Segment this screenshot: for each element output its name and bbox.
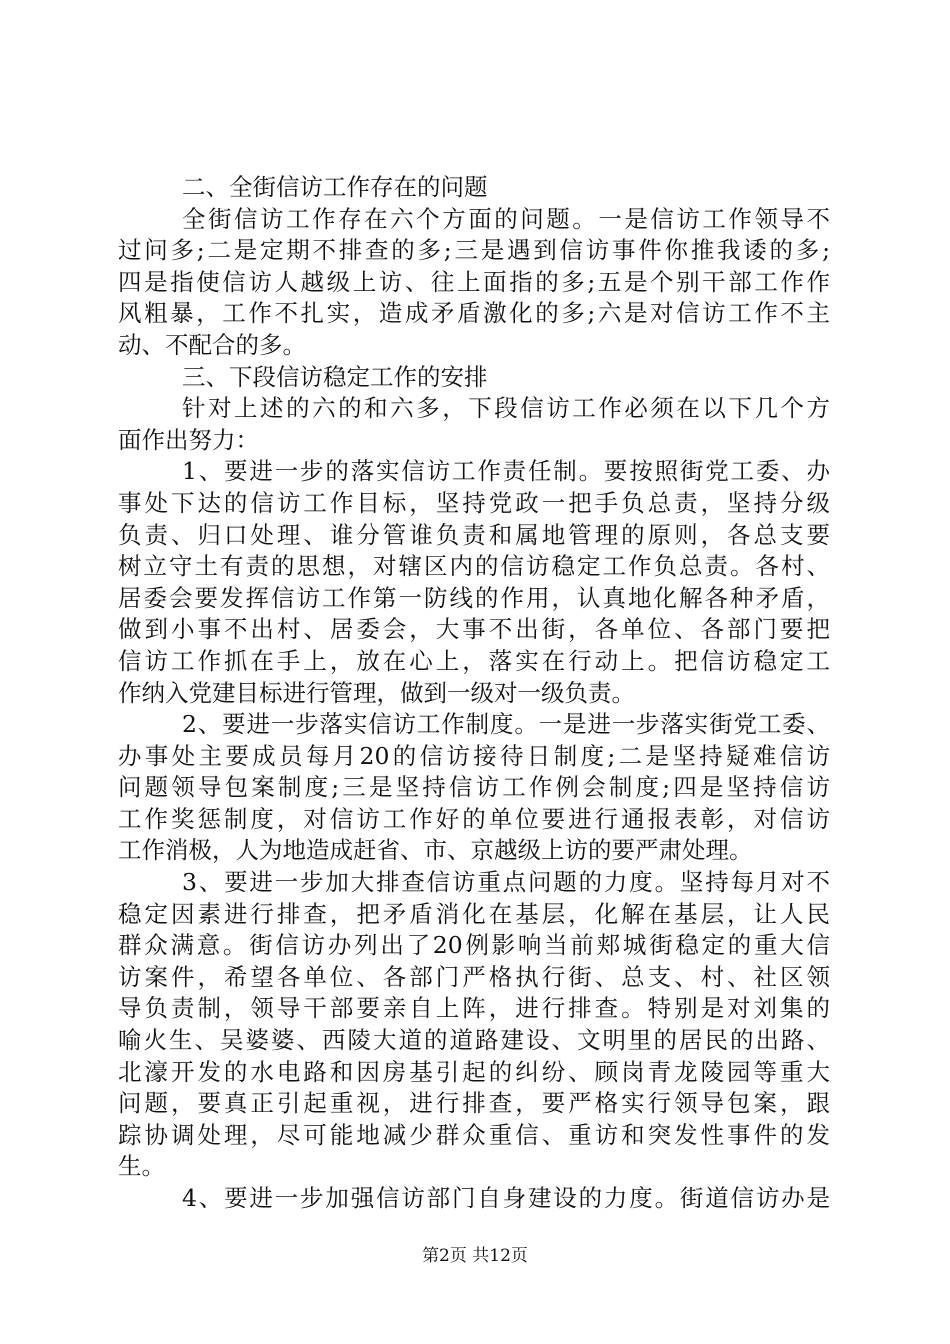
text-line: 三、下段信访稳定工作的安排	[182, 362, 488, 391]
text-line: 事处下达的信访工作目标，坚持党政一把手负总责，坚持分级	[118, 488, 830, 517]
text-line: 稳定因素进行排查，把矛盾消化在基层，化解在基层，让人民	[118, 899, 830, 928]
text-line: 信访工作抓在手上，放在心上，落实在行动上。把信访稳定工	[118, 646, 830, 675]
text-line: 北濠开发的水电路和因房基引起的纠纷、顾岗青龙陵园等重大	[118, 1057, 830, 1086]
text-line: 工作消极，人为地造成赶省、市、京越级上访的要严肃处理。	[118, 836, 753, 865]
text-line: 踪协调处理，尽可能地减少群众重信、重访和突发性事件的发	[118, 1120, 830, 1149]
page-footer: 第2页 共12页	[422, 1246, 528, 1266]
text-line: 办事处主要成员每月20的信访接待日制度;二是坚持疑难信访	[118, 741, 830, 770]
text-line: 做到小事不出村、居委会，大事不出街，各单位、各部门要把	[118, 615, 830, 644]
text-line: 四是指使信访人越级上访、往上面指的多;五是个别干部工作作	[118, 267, 830, 296]
text-line: 全街信访工作存在六个方面的问题。一是信访工作领导不	[182, 204, 830, 233]
text-line: 工作奖惩制度，对信访工作好的单位要进行通报表彰，对信访	[118, 804, 830, 833]
text-line: 生。	[118, 1152, 165, 1181]
text-line: 树立守土有责的思想，对辖区内的信访稳定工作负总责。各村、	[118, 552, 830, 581]
text-line: 问题领导包案制度;三是坚持信访工作例会制度;四是坚持信访	[118, 773, 830, 802]
text-line: 负责、归口处理、谁分管谁负责和属地管理的原则，各总支要	[118, 520, 830, 549]
text-line: 面作出努力：	[118, 425, 259, 454]
text-line: 二、全街信访工作存在的问题	[182, 173, 488, 201]
text-line: 针对上述的六的和六多，下段信访工作必须在以下几个方	[182, 394, 830, 423]
text-line: 访案件，希望各单位、各部门严格执行街、总支、村、社区领	[118, 962, 830, 991]
text-line: 喻火生、吴婆婆、西陵大道的道路建设、文明里的居民的出路、	[118, 1026, 830, 1055]
document-body	[118, 172, 830, 1215]
text-line: 导负责制，领导干部要亲自上阵，进行排查。特别是对刘集的	[118, 994, 830, 1023]
text-line: 作纳入党建目标进行管理，做到一级对一级负责。	[118, 678, 635, 707]
text-line: 过问多;二是定期不排查的多;三是遇到信访事件你推我诿的多;	[118, 236, 830, 265]
text-line: 4、要进一步加强信访部门自身建设的力度。街道信访办是	[182, 1184, 830, 1212]
text-line: 问题，要真正引起重视，进行排查，要严格实行领导包案，跟	[118, 1089, 830, 1118]
text-line: 2、要进一步落实信访工作制度。一是进一步落实街党工委、	[182, 710, 830, 739]
text-line: 群众满意。街信访办列出了20例影响当前郏城街稳定的重大信	[118, 931, 830, 960]
text-line: 1、要进一步的落实信访工作责任制。要按照街党工委、办	[182, 457, 830, 486]
text-line: 居委会要发挥信访工作第一防线的作用，认真地化解各种矛盾，	[118, 583, 830, 612]
text-line: 3、要进一步加大排查信访重点问题的力度。坚持每月对不	[182, 868, 830, 897]
text-line: 动、不配合的多。	[118, 330, 306, 359]
text-line: 风粗暴，工作不扎实，造成矛盾激化的多;六是对信访工作不主	[118, 299, 830, 328]
